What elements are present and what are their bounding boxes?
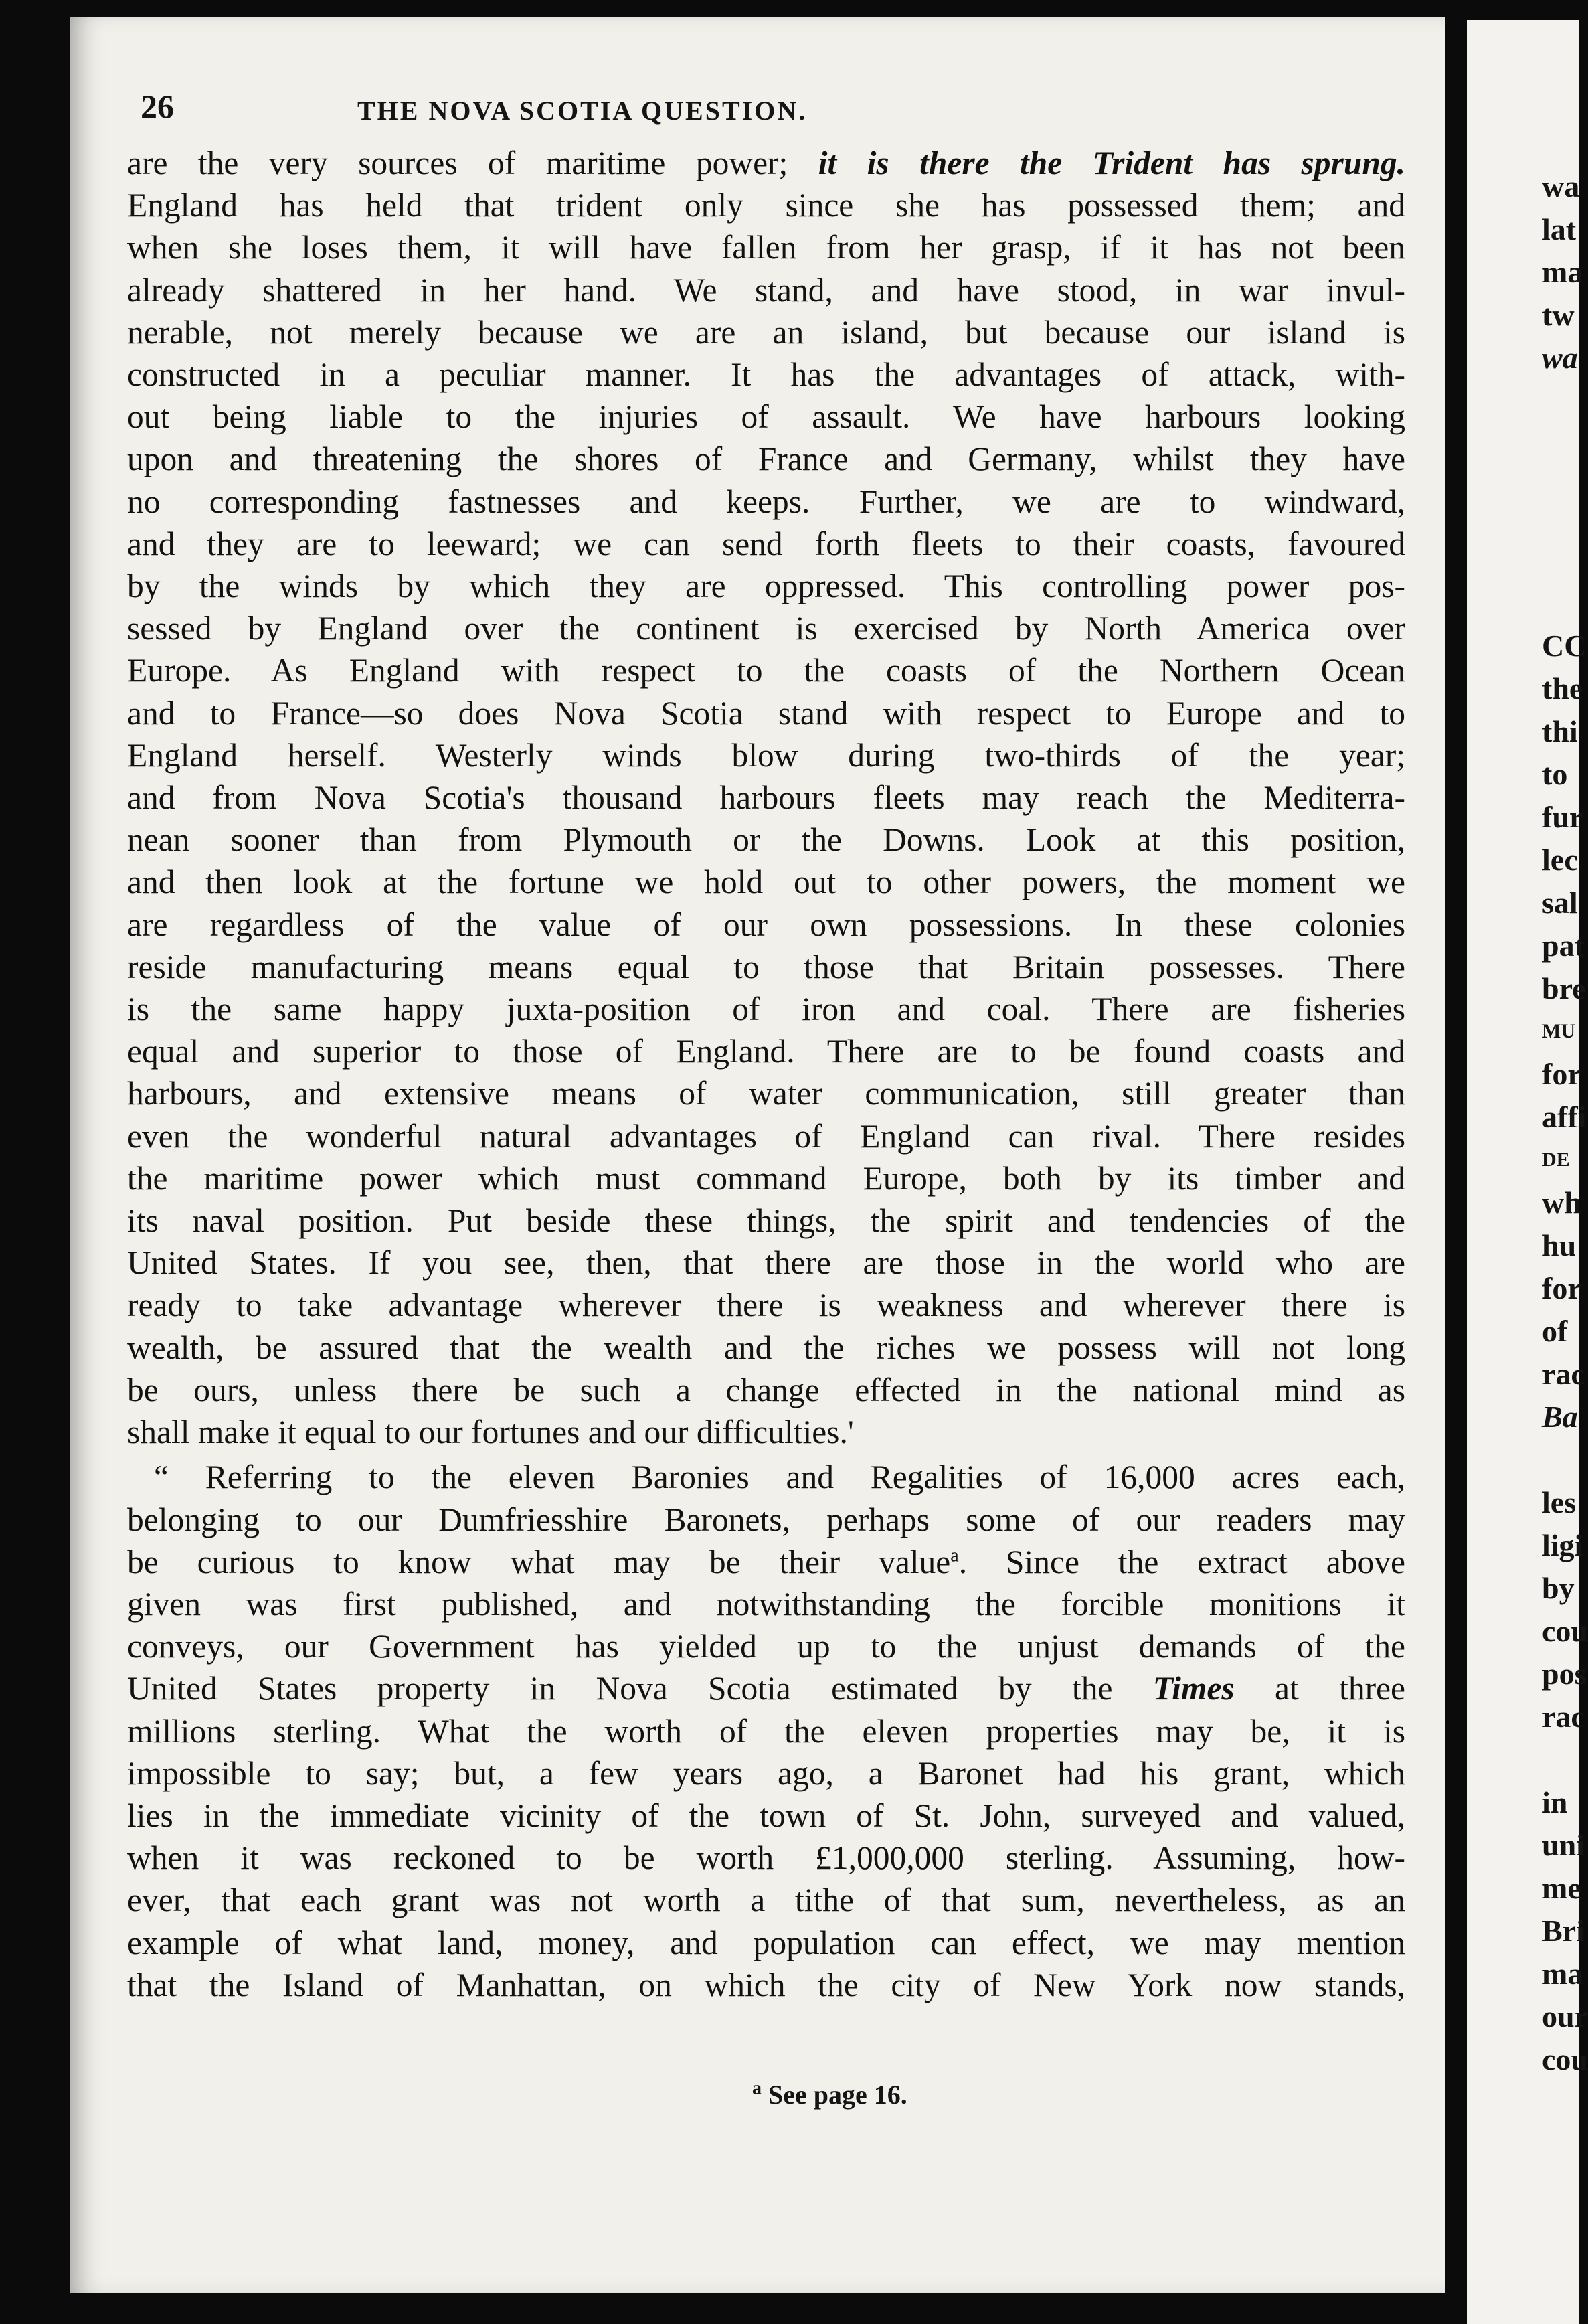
text-line: shall make it equal to our fortunes and our difficulties.' bbox=[127, 1414, 854, 1451]
fragment: of bbox=[1542, 1314, 1568, 1348]
fragment: in bbox=[1542, 1785, 1568, 1819]
text-line: be curious to know what may be their value$^a$. Since the extract above bbox=[127, 1543, 1405, 1580]
fragment: DE bbox=[1542, 1149, 1570, 1171]
text-line: ever, that each grant was not worth a tithe of that sum, nevertheless, as an bbox=[127, 1882, 1405, 1919]
text-line: belonging to our Dumfriesshire Baronets, perhaps some of our readers may bbox=[127, 1501, 1405, 1538]
text-line: conveys, our Government has yielded up to the unjust demands of the bbox=[127, 1628, 1405, 1665]
fragment: wa bbox=[1542, 169, 1580, 203]
fragment: uni bbox=[1542, 1828, 1585, 1862]
text-line: reside manufacturing means equal to those that Britain possesses. There bbox=[127, 948, 1405, 985]
text-line: impossible to say; but, a few years ago, a Baronet had his grant, which bbox=[127, 1754, 1405, 1792]
text-line: are regardless of the value of our own possessions. In these colonies bbox=[127, 906, 1405, 943]
fragment: wh bbox=[1542, 1185, 1581, 1220]
fragment: wa bbox=[1542, 341, 1578, 375]
fragment: me bbox=[1542, 1871, 1581, 1905]
text-line: that the Island of Manhattan, on which the city of New York now stands, bbox=[127, 1966, 1405, 2003]
text-line: millions sterling. What the worth of the eleven properties may be, it is bbox=[127, 1712, 1405, 1750]
fragment: our bbox=[1542, 1999, 1588, 2033]
fragment: ligi bbox=[1542, 1528, 1583, 1562]
text-line: is the same happy juxta-position of iron and coal. There are fisheries bbox=[127, 991, 1405, 1028]
paragraph-1 bbox=[127, 142, 1405, 1453]
text-line: nerable, not merely because we are an island, but because our island is bbox=[127, 313, 1405, 351]
fragment: for bbox=[1542, 1057, 1581, 1091]
text-line: be ours, unless there be such a change effected in the national mind as bbox=[127, 1371, 1405, 1408]
text-line: out being liable to the injuries of assault. We have harbours looking bbox=[127, 398, 1405, 436]
page-number: 26 bbox=[141, 88, 174, 125]
text-line: its naval position. Put beside these things, the spirit and tendencies of the bbox=[127, 1202, 1405, 1240]
fragment: CC bbox=[1542, 629, 1587, 663]
book-page bbox=[70, 17, 1445, 2293]
text-line: “ Referring to the eleven Baronies and Regalities of 16,000 acres each, bbox=[154, 1459, 1405, 1496]
text-line: the maritime power which must command Europe, both by its timber and bbox=[127, 1159, 1405, 1197]
text-line: even the wonderful natural advantages of England can rival. There resides bbox=[127, 1117, 1405, 1155]
fragment: affi bbox=[1542, 1100, 1587, 1134]
fragment: thi bbox=[1542, 714, 1578, 748]
fragment: tw bbox=[1542, 298, 1575, 332]
body-text bbox=[127, 142, 1405, 2006]
paragraph-2 bbox=[127, 1456, 1405, 2006]
fragment: pat bbox=[1542, 928, 1585, 963]
text-line: harbours, and extensive means of water communication, still greater than bbox=[127, 1075, 1405, 1112]
fragment: MU bbox=[1542, 1020, 1575, 1042]
footnote-marker: a bbox=[950, 1545, 959, 1566]
fragment: rac bbox=[1542, 1699, 1585, 1734]
text-line: already shattered in her hand. We stand, and have stood, in war invul- bbox=[127, 271, 1405, 309]
text-line: no corresponding fastnesses and keeps. Further, we are to windward, bbox=[127, 483, 1405, 520]
fragment: for bbox=[1542, 1271, 1581, 1305]
fragment: lec bbox=[1542, 843, 1578, 877]
text-line: sessed by England over the continent is exercised by North America over bbox=[127, 610, 1405, 647]
fragment: Bri bbox=[1542, 1914, 1585, 1948]
text-line: United States property in Nova Scotia estimated by the Times at three bbox=[127, 1670, 1405, 1708]
text-line: equal and superior to those of England. There are to be found coasts and bbox=[127, 1033, 1405, 1070]
fragment: hu bbox=[1542, 1228, 1577, 1262]
text-line: and to France—so does Nova Scotia stand with respect to Europe and to bbox=[127, 694, 1405, 732]
text-line: lies in the immediate vicinity of the town of St. John, surveyed and valued, bbox=[127, 1797, 1405, 1834]
fragment: lat bbox=[1542, 212, 1577, 246]
fragment: cou bbox=[1542, 2042, 1588, 2076]
text-line: when she loses them, it will have fallen from her grasp, if it has not been bbox=[127, 229, 1405, 266]
text-line: wealth, be assured that the wealth and the riches we possess will not long bbox=[127, 1329, 1405, 1366]
text-line: nean sooner than from Plymouth or the Downs. Look at this position, bbox=[127, 821, 1405, 859]
text-line: and they are to leeward; we can send forth fleets to their coasts, favoured bbox=[127, 525, 1405, 562]
footnote-mark: a bbox=[752, 2078, 762, 2099]
text-line: example of what land, money, and population can effect, we may mention bbox=[127, 1924, 1405, 1961]
text-line: given was first published, and notwithstanding the forcible monitions it bbox=[127, 1585, 1405, 1623]
running-title: THE NOVA SCOTIA QUESTION. bbox=[357, 96, 808, 126]
footnote-text: See page 16. bbox=[768, 2080, 907, 2110]
text-line: when it was reckoned to be worth £1,000,000 sterling. Assuming, how- bbox=[127, 1839, 1405, 1877]
text-line: constructed in a peculiar manner. It has the advantages of attack, with- bbox=[127, 356, 1405, 394]
text-line: England has held that trident only since she has possessed them; and bbox=[127, 187, 1405, 224]
text-line: and then look at the fortune we hold out to other powers, the moment we bbox=[127, 863, 1405, 901]
fragment: Ba bbox=[1542, 1400, 1578, 1434]
fragment: les bbox=[1542, 1485, 1577, 1519]
fragment: ma bbox=[1542, 255, 1583, 289]
italic-phrase: it is there the Trident has sprung. bbox=[818, 145, 1405, 181]
fragment: fur bbox=[1542, 800, 1583, 834]
fragment: ma bbox=[1542, 1957, 1583, 1991]
fragment: pos bbox=[1542, 1657, 1587, 1691]
fragment: cou bbox=[1542, 1614, 1588, 1648]
text-line: ready to take advantage wherever there is weakness and wherever there is bbox=[127, 1286, 1405, 1324]
fragment: sal bbox=[1542, 886, 1578, 920]
fragment: to bbox=[1542, 757, 1568, 791]
adjacent-page-edge bbox=[1467, 20, 1588, 2324]
text-line: are the very sources of maritime power; it is there the Trident has sprung. bbox=[127, 145, 1405, 181]
text-line: England herself. Westerly winds blow during two-thirds of the year; bbox=[127, 736, 1405, 774]
text-line: and from Nova Scotia's thousand harbours fleets may reach the Mediterra- bbox=[127, 779, 1405, 817]
fragment: by bbox=[1542, 1571, 1575, 1605]
text-line: upon and threatening the shores of France and Germany, whilst they have bbox=[127, 440, 1405, 478]
fragment: rac bbox=[1542, 1357, 1585, 1391]
text-line: United States. If you see, then, that there are those in the world who are bbox=[127, 1244, 1405, 1282]
italic-times: Times bbox=[1152, 1670, 1235, 1708]
fragment: the bbox=[1542, 671, 1583, 706]
fragment: bre bbox=[1542, 971, 1586, 1005]
text-line: Europe. As England with respect to the coasts of the Northern Ocean bbox=[127, 652, 1405, 689]
text-line: by the winds by which they are oppressed. This controlling power pos- bbox=[127, 568, 1405, 605]
footnote bbox=[752, 2079, 907, 2110]
